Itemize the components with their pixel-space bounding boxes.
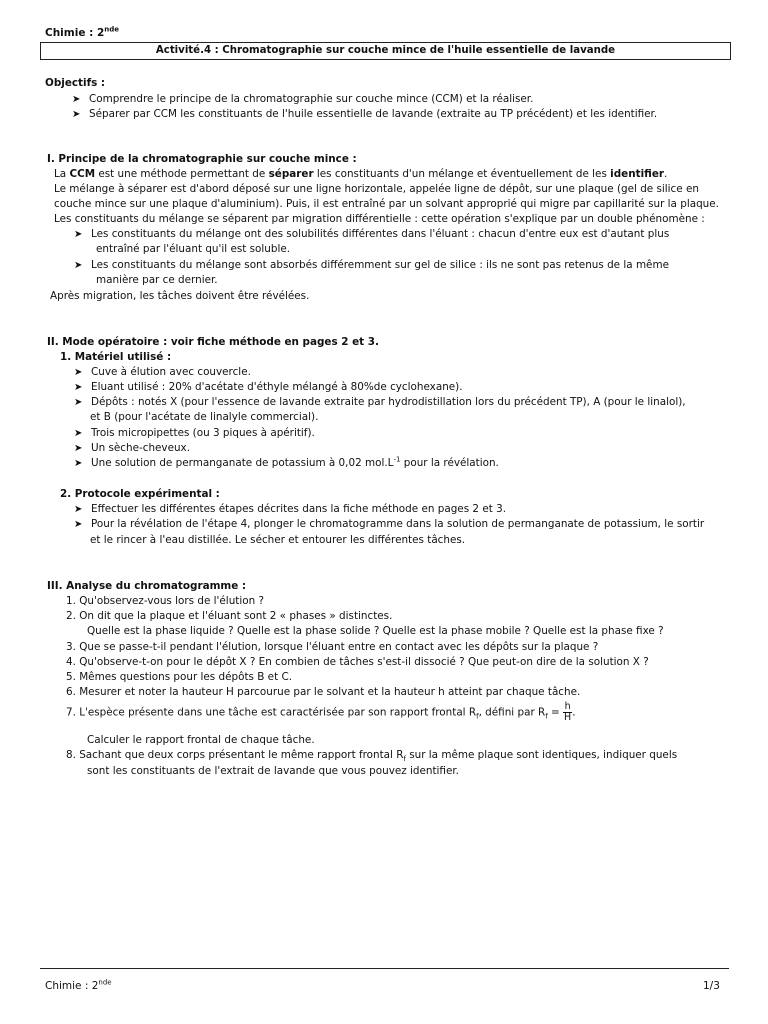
- material-item-1: ➤ Cuve à élution avec couvercle.: [74, 366, 251, 378]
- arrow-icon: ➤: [74, 229, 83, 240]
- arrow-icon: ➤: [74, 458, 83, 469]
- section1-heading: I. Principe de la chromatographie sur couche mince :: [47, 153, 357, 165]
- protocol-item-2-cont: et le rincer à l'eau distillée. Le sécher et entourer les différentes tâches.: [90, 534, 466, 546]
- material-item-4: ➤ Trois micropipettes (ou 3 piques à apéritif).: [74, 427, 315, 439]
- material-item-3: ➤ Dépôts : notés X (pour l'essence de lavande extraite par hydrodistillation lors du précédent TP), A (pour le linalol),: [74, 396, 686, 408]
- material-item-6: ➤ Une solution de permanganate de potassium à 0,02 $mol.L^{-1}$ pour la révélation.: [74, 455, 499, 469]
- arrow-icon: ➤: [72, 109, 81, 120]
- section1-bullet-1: ➤ Les constituants du mélange ont des solubilités différentes dans l'éluant : chacun d'entre eux est d'autant plus: [74, 228, 670, 240]
- footer-page-number: 1/3: [703, 980, 720, 992]
- arrow-icon: ➤: [74, 504, 83, 515]
- section2-sub2-heading: 2. Protocole expérimental :: [60, 488, 220, 500]
- section2-heading: II. Mode opératoire : voir fiche méthode en pages 2 et 3.: [47, 336, 379, 348]
- question-8: 8. Sachant que deux corps présentant le même rapport frontal $R_f$ sur la même plaque sont identiques, indiquer quels: [66, 749, 678, 764]
- header-course: Chimie : 2nde: [45, 25, 120, 39]
- section1-bullet-1-cont: entraîné par l'éluant qu'il est soluble.: [96, 243, 291, 255]
- section1-bullet-2-cont: manière par ce dernier.: [96, 274, 218, 286]
- question-7-cont: Calculer le rapport frontal de chaque tâche.: [87, 734, 315, 746]
- section1-paragraph-2-line2: couche mince sur une plaque d'aluminium). Puis, il est entraîné par un solvant approprié qui migre par capillarité sur la plaque.: [54, 198, 719, 210]
- section2-sub1-heading: 1. Matériel utilisé :: [60, 351, 172, 363]
- question-5: 5. Mêmes questions pour les dépôts B et C.: [66, 671, 293, 683]
- arrow-icon: ➤: [74, 260, 83, 271]
- arrow-icon: ➤: [72, 94, 81, 105]
- question-2-cont: Quelle est la phase liquide ? Quelle est la phase solide ? Quelle est la phase mobile ? Quelle est la phase fixe ?: [87, 625, 664, 637]
- objective-item-1: ➤ Comprendre le principe de la chromatographie sur couche mince (CCM) et la réaliser.: [72, 93, 534, 105]
- question-7: 7. L'espèce présente dans une tâche est caractérisée par son rapport frontal $R_f$, défini par $R_f$ = $\frac{h}{H}$ .: [66, 701, 576, 723]
- material-item-3-cont: et B (pour l'acétate de linalyle commercial).: [90, 411, 319, 423]
- activity-title: Activité.4 : Chromatographie sur couche mince de l'huile essentielle de lavande: [40, 42, 731, 60]
- arrow-icon: ➤: [74, 428, 83, 439]
- section1-paragraph-1: La CCM est une méthode permettant de séparer les constituants d'un mélange et éventuellement de les identifier.: [54, 168, 668, 180]
- question-8-cont: sont les constituants de l'extrait de lavande que vous pouvez identifier.: [87, 765, 459, 777]
- section1-paragraph-4: Après migration, les tâches doivent être révélées.: [50, 290, 310, 302]
- section1-paragraph-3: Les constituants du mélange se séparent par migration différentielle : cette opération s'explique par un double phénomène :: [54, 213, 705, 225]
- question-6: 6. Mesurer et noter la hauteur H parcourue par le solvant et la hauteur h atteint par chaque tâche.: [66, 686, 581, 698]
- section1-bullet-2: ➤ Les constituants du mélange sont absorbés différemment sur gel de silice : ils ne sont pas retenus de la même: [74, 259, 669, 271]
- arrow-icon: ➤: [74, 519, 83, 530]
- objective-item-2: ➤ Séparer par CCM les constituants de l'huile essentielle de lavande (extraite au TP précédent) et les identifier.: [72, 108, 658, 120]
- question-3: 3. Que se passe-t-il pendant l'élution, lorsque l'éluant entre en contact avec les dépôts sur la plaque ?: [66, 641, 599, 653]
- section1-paragraph-2-line1: Le mélange à séparer est d'abord déposé sur une ligne horizontale, appelée ligne de dépôt, sur une plaque (gel de silice en: [54, 183, 699, 195]
- protocol-item-2: ➤ Pour la révélation de l'étape 4, plonger le chromatogramme dans la solution de permanganate de potassium, le sortir: [74, 518, 705, 530]
- question-1: 1. Qu'observez-vous lors de l'élution ?: [66, 595, 264, 607]
- arrow-icon: ➤: [74, 367, 83, 378]
- material-item-5: ➤ Un sèche-cheveux.: [74, 442, 191, 454]
- objectives-heading: Objectifs :: [45, 77, 106, 89]
- rf-fraction: $\frac{h}{H}$: [564, 701, 572, 723]
- material-item-2: ➤ Eluant utilisé : 20% d'acétate d'éthyle mélangé à 80%de cyclohexane).: [74, 381, 463, 393]
- footer-course: Chimie : 2nde: [45, 978, 112, 992]
- question-4: 4. Qu'observe-t-on pour le dépôt X ? En combien de tâches s'est-il dissocié ? Que peut-on dire de la solution X ?: [66, 656, 649, 668]
- section3-heading: III. Analyse du chromatogramme :: [47, 580, 247, 592]
- protocol-item-1: ➤ Effectuer les différentes étapes décrites dans la fiche méthode en pages 2 et 3.: [74, 503, 507, 515]
- arrow-icon: ➤: [74, 397, 83, 408]
- arrow-icon: ➤: [74, 382, 83, 393]
- footer-divider: [40, 968, 729, 969]
- arrow-icon: ➤: [74, 443, 83, 454]
- question-2: 2. On dit que la plaque et l'éluant sont 2 « phases » distinctes.: [66, 610, 393, 622]
